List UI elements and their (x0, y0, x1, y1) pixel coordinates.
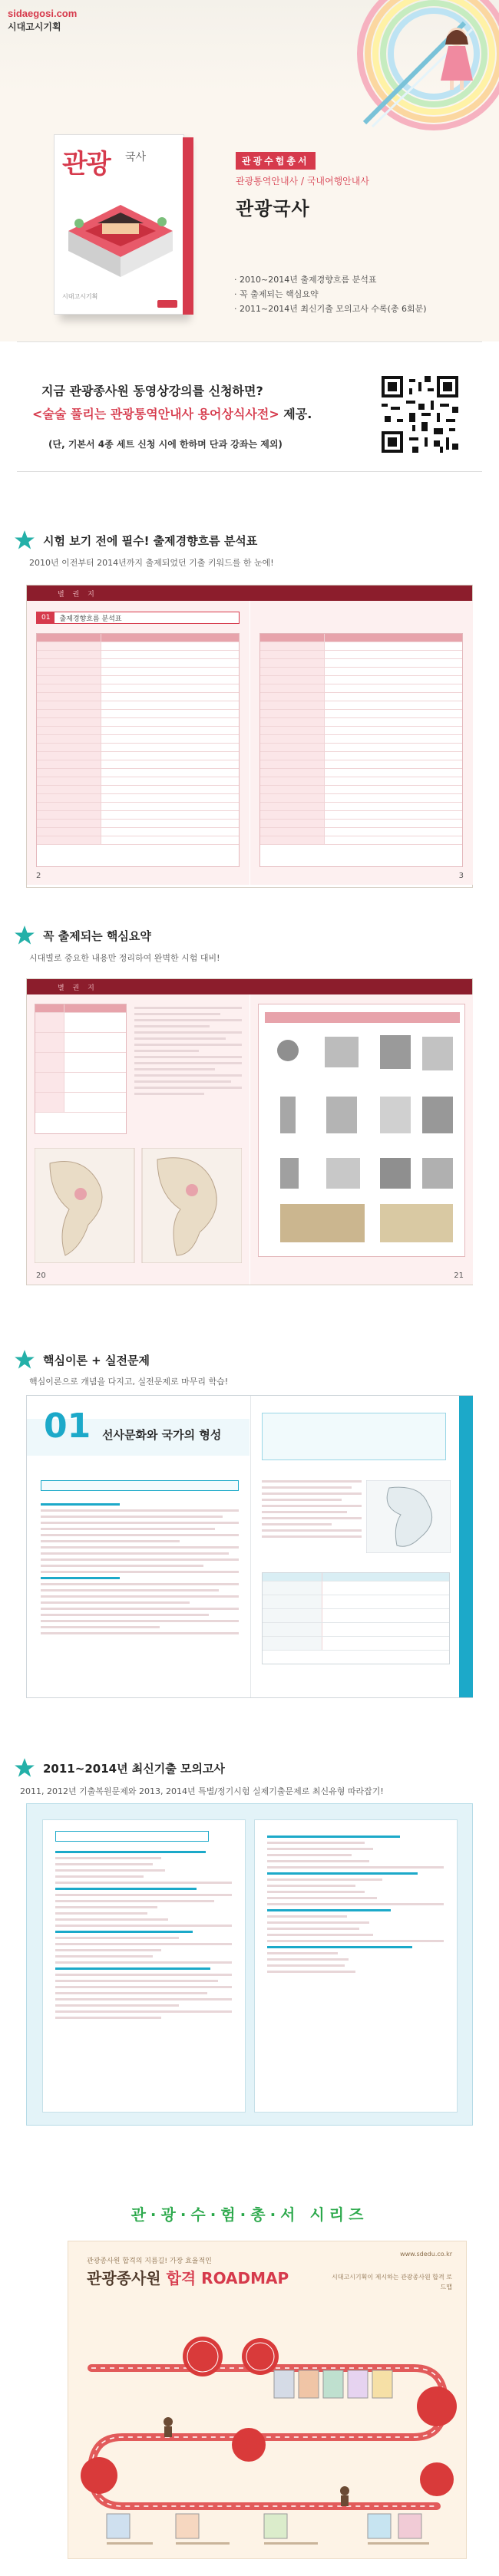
cover-publisher: 시대고시기획 (62, 293, 98, 300)
star-icon (14, 1757, 35, 1779)
chapter-title: 선사문화와 국가의 형성 (102, 1428, 222, 1442)
promo-suffix: 제공. (279, 407, 312, 421)
page-left (27, 1396, 250, 1697)
star-icon (14, 925, 35, 946)
qr-code[interactable] (382, 376, 458, 453)
exam-questions (55, 1851, 232, 2023)
promo-line-1: 지금 관광종사원 동영상강의를 신청하면? (41, 384, 263, 398)
practice-table (262, 1572, 450, 1664)
girl-illustration (430, 23, 484, 92)
trend-table-preview (26, 585, 473, 888)
lecture-promo (0, 341, 499, 472)
roadmap-title-a: 관광종사원 (87, 2269, 167, 2287)
series-badge: 관광수험총서 (236, 152, 316, 170)
book-subtitle: 관광통역안내사 / 국내여행안내사 (236, 176, 369, 186)
section-3-header (14, 1349, 150, 1370)
publisher-logo[interactable] (8, 8, 77, 33)
page-number-left: 20 (36, 1272, 46, 1280)
summary-table (35, 1004, 127, 1134)
page-right (254, 1819, 458, 2113)
spread-header-bar (27, 979, 472, 994)
spread-header-label: 별 권 지 (58, 985, 97, 992)
section-title: 시험 보기 전에 필수! 출제경향흐름 분석표 (43, 533, 258, 548)
feature-item: · 꼭 출제되는 핵심요약 (234, 289, 319, 299)
roadmap-path-illustration (76, 2295, 460, 2552)
page-left (27, 994, 250, 1285)
book-title: 관광국사 (236, 198, 310, 219)
page-heading-box (36, 612, 240, 624)
page-heading-num: 01 (37, 612, 55, 623)
page-right (250, 994, 473, 1285)
chapter-number: 01 (44, 1407, 91, 1446)
section-desc: 시대별로 중요한 내용만 정리하여 완벽한 시험 대비! (29, 953, 220, 963)
page-right (250, 601, 473, 885)
cover-title: 관광 (62, 149, 110, 180)
feature-item: · 2011~2014년 최신기출 모의고사 수록(총 6회분) (234, 304, 427, 314)
promo-gift: <술술 풀리는 관광통역안내사 용어상식사전> (32, 407, 279, 421)
roadmap-note: 시대고시기획이 제시하는 관광종사원 합격 로드맵 (331, 2274, 452, 2291)
page-number-right: 3 (458, 872, 464, 880)
page-right (250, 1396, 473, 1697)
star-icon (14, 529, 35, 551)
book-info (236, 152, 369, 220)
section-desc: 2011, 2012년 기출복원문제와 2013, 2014년 특별/정기시험 실제기출문제로 최신유형 따라잡기! (20, 1786, 384, 1796)
roadmap-banner (68, 2241, 467, 2559)
page-number-right: 21 (454, 1272, 464, 1280)
map-illustration (366, 1480, 451, 1553)
exam-heading (55, 1831, 209, 1842)
roadmap-title-b: 합격 ROADMAP (166, 2269, 289, 2287)
trend-table-left (36, 633, 240, 867)
summary-text (134, 1007, 242, 1099)
palace-illustration (64, 200, 177, 285)
summary-preview (26, 978, 473, 1285)
section-title: 2011~2014년 최신기출 모의고사 (43, 1761, 225, 1776)
section-title: 꼭 출제되는 핵심요약 (43, 928, 151, 943)
spread-header-label: 별 권 지 (58, 591, 97, 599)
hero-banner (0, 0, 499, 341)
feature-item: · 2010~2014년 출제경향흐름 분석표 (234, 275, 377, 285)
promo-line-2 (32, 404, 312, 422)
roadmap-tagline: 관광종사원 합격의 지름길! 가장 효율적인 (87, 2258, 212, 2265)
theory-text (41, 1503, 239, 1638)
logo-url: sidaegosi.com (8, 8, 78, 19)
promo-condition: (단, 기본서 4종 세트 신청 시에 한하며 단과 강좌는 제외) (48, 439, 283, 450)
practice-text (262, 1480, 362, 1542)
roadmap-url[interactable]: www.sdedu.co.kr (400, 2251, 452, 2258)
artifact-table (258, 1004, 465, 1257)
page-number-left: 2 (36, 872, 41, 880)
roadmap-title (87, 2266, 289, 2288)
section-desc: 핵심이론으로 개념을 다지고, 실전문제로 마무리 학습! (29, 1377, 229, 1387)
chapter-tab (459, 1396, 473, 1697)
divider (17, 471, 482, 472)
cover-subtitle: 국사 (125, 151, 147, 163)
theory-preview (26, 1395, 473, 1698)
spread-header-bar (27, 585, 472, 601)
page-heading-title: 출제경향흐름 분석표 (59, 615, 122, 623)
series-title: 관·광·수·험·총·서 시리즈 (131, 2205, 368, 2224)
book-spine (183, 137, 193, 315)
logo-planning: 시대고시기획 (8, 21, 61, 32)
mock-exam-preview (26, 1803, 473, 2126)
exam-questions (267, 1836, 444, 1977)
book-cover-image (54, 134, 196, 322)
section-4-header (14, 1757, 225, 1779)
divider (17, 341, 482, 342)
map-illustration (35, 1148, 242, 1263)
key-box (262, 1413, 446, 1460)
trend-table-right (259, 633, 463, 867)
section-desc: 2010년 이전부터 2014년까지 출제되었던 기출 키워드를 한 눈에! (29, 558, 274, 568)
star-icon (14, 1349, 35, 1370)
page-left (27, 601, 250, 885)
page-left (42, 1819, 246, 2113)
section-title: 핵심이론 + 실전문제 (43, 1353, 150, 1367)
feature-list (234, 272, 427, 316)
artifact-photos (265, 1012, 460, 1250)
section-2-header (14, 925, 151, 946)
subsection-bar (41, 1480, 239, 1491)
cover-tag (157, 300, 177, 308)
section-1-header (14, 529, 257, 551)
